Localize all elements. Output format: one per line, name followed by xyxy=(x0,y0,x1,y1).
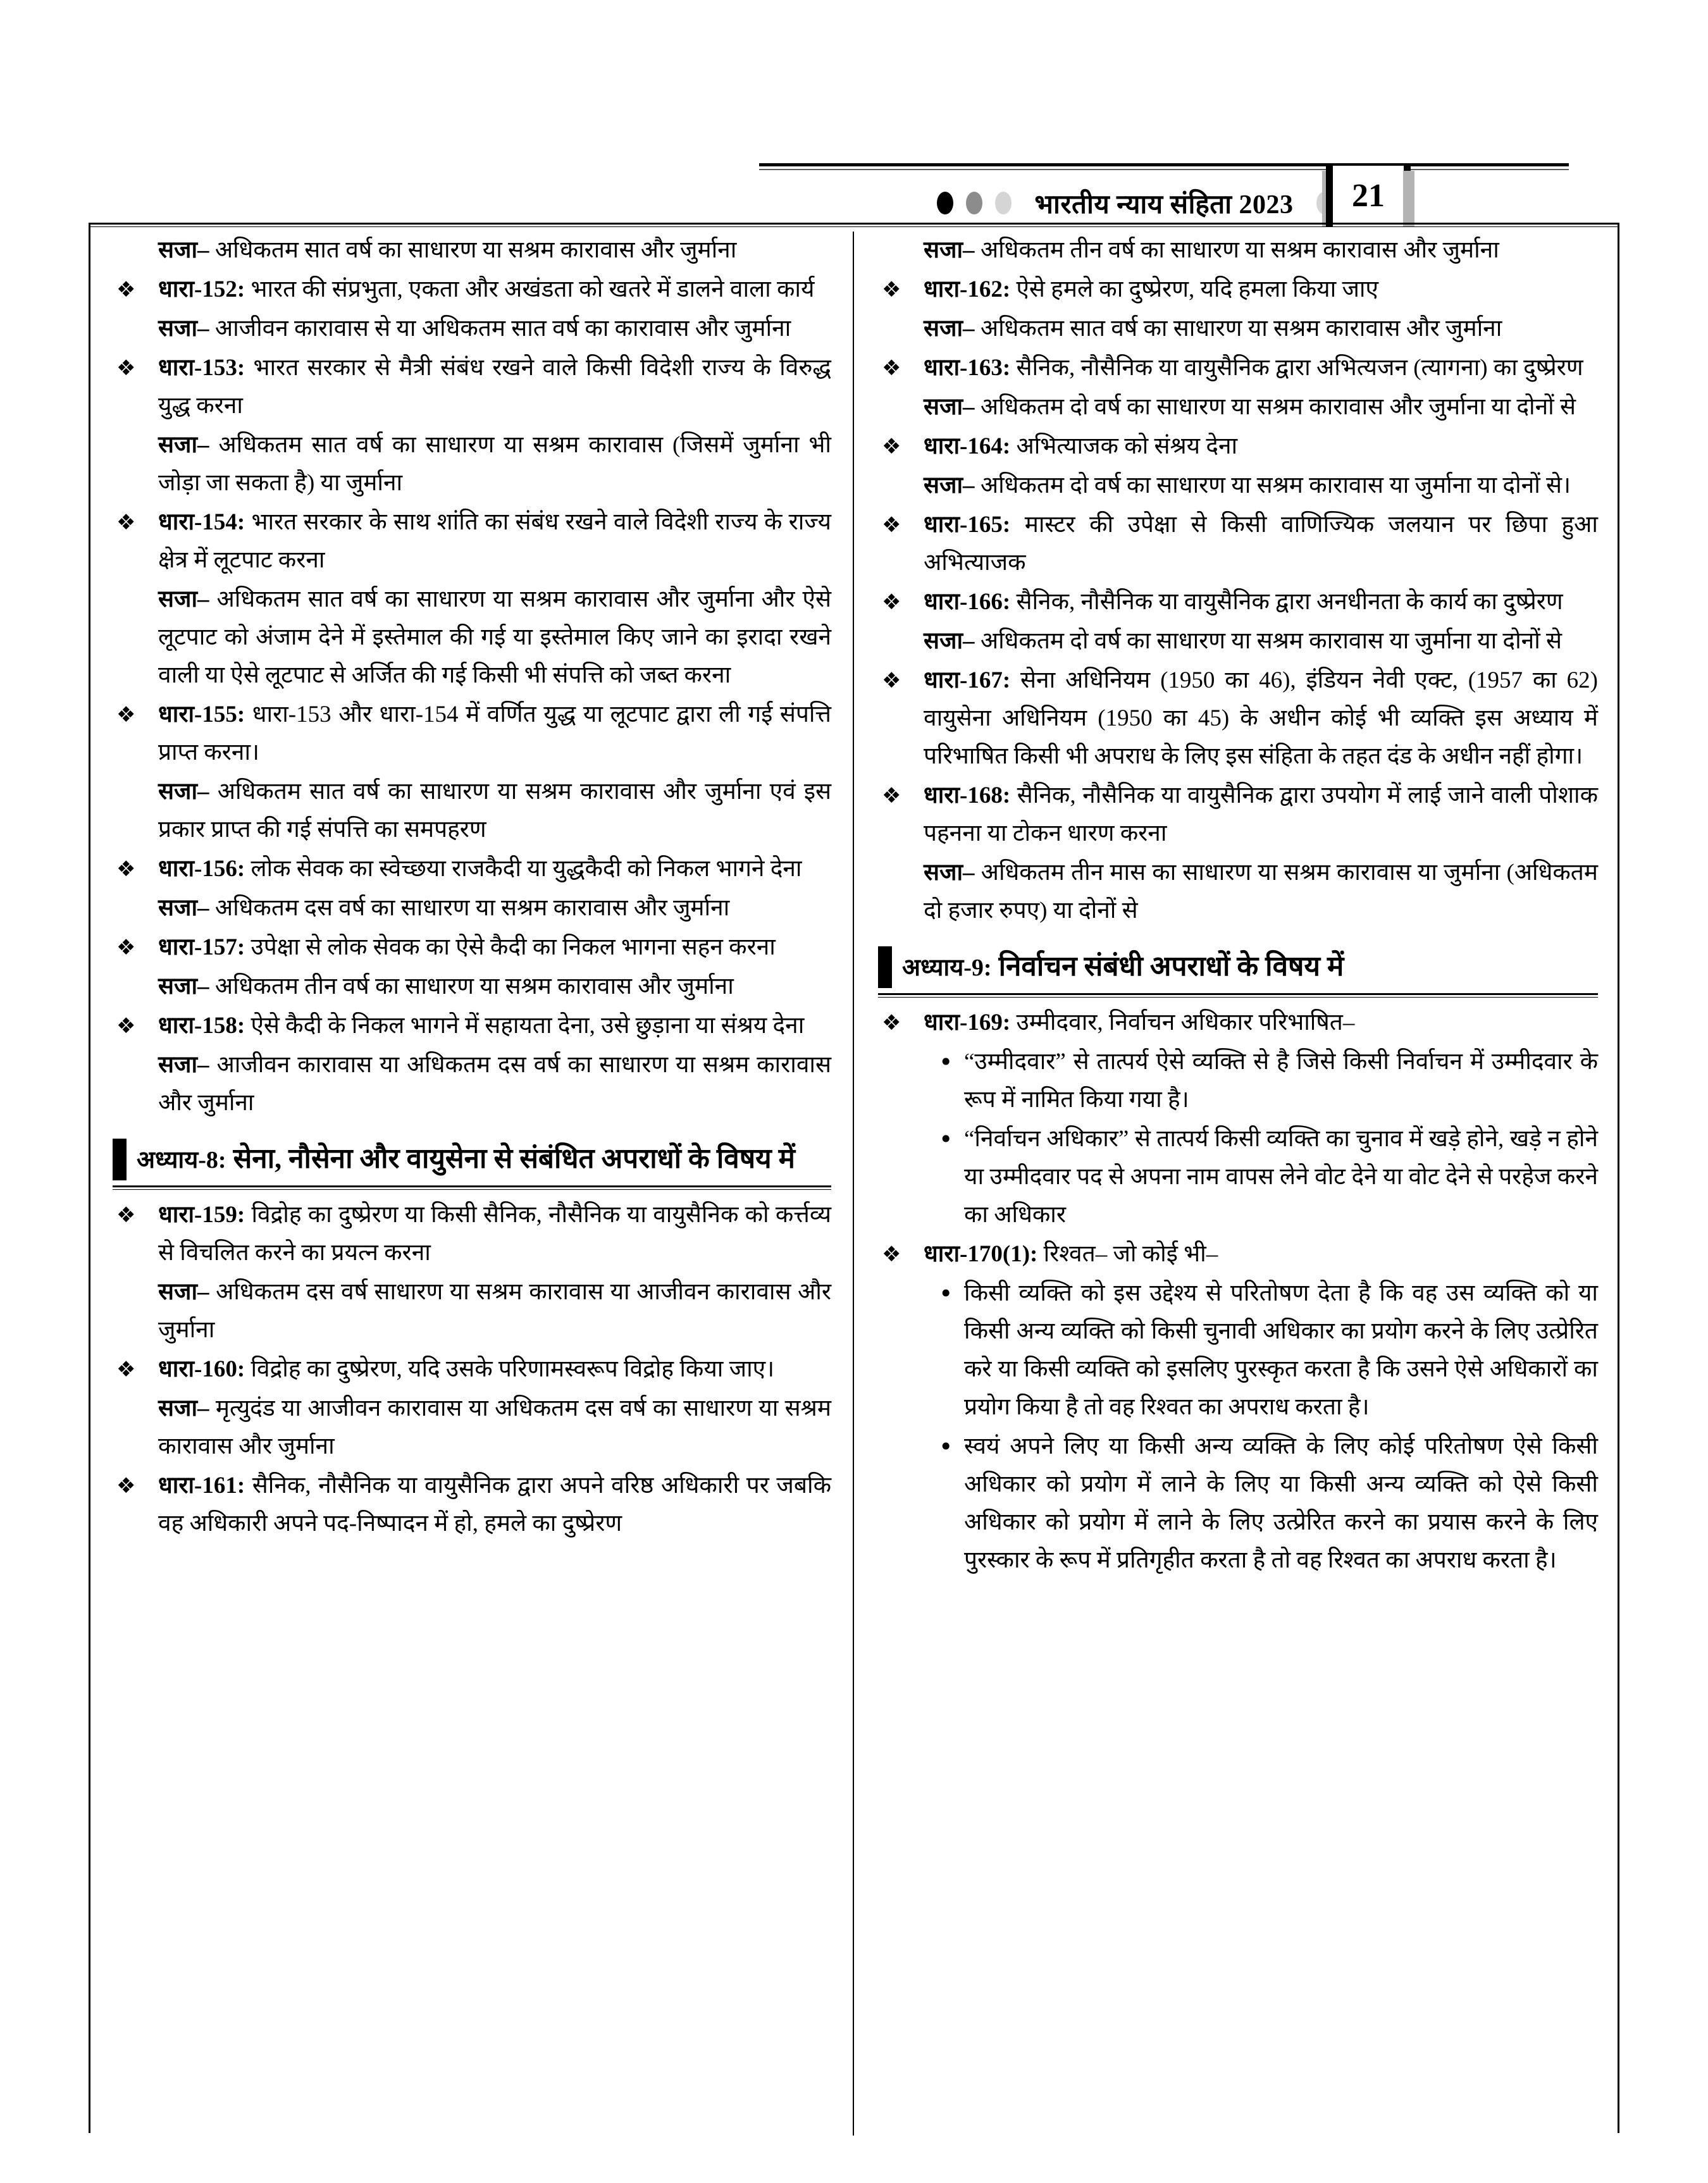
section-item xyxy=(878,1235,1598,1273)
diamond-bullet-icon: ❖ xyxy=(882,512,901,538)
section-heading: धारा-153: xyxy=(158,355,245,381)
punishment-label: सजा– xyxy=(158,586,209,612)
punishment-label: सजा– xyxy=(158,895,209,921)
punishment-paragraph xyxy=(924,854,1598,930)
section-text: मास्टर की उपेक्षा से किसी वाणिज्यिक जलयान पर छिपा हुआ अभित्याजक xyxy=(924,512,1598,576)
punishment-label: सजा– xyxy=(158,316,209,342)
sub-list-item xyxy=(939,1428,1598,1580)
punishment-paragraph xyxy=(924,467,1598,505)
section-text: सैनिक, नौसैनिक या वायुसैनिक द्वारा उपयोग में लाई जाने वाली पोशाक पहनना या टोकन धारण करना xyxy=(924,782,1598,846)
chapter-rule xyxy=(878,993,1598,995)
section-text: अभित्याजक को संश्रय देना xyxy=(1010,433,1238,459)
punishment-text: अधिकतम सात वर्ष का साधारण या सश्रम कारावास और जुर्माना और ऐसे लूटपाट को अंजाम देने में इस्तेमाल की गई या इस्तेमाल किए जाने का इरादा रखने वाली या ऐसे लूटपाट से अर्जित की गई किसी भी संपत्ति को जब्त करना xyxy=(158,586,831,688)
section-item xyxy=(878,583,1598,621)
chapter-accent-bar xyxy=(878,946,892,988)
two-column-body xyxy=(89,232,1619,2136)
section-item xyxy=(113,1196,831,1272)
sub-list-text: “निर्वाचन अधिकार” से तात्पर्य किसी व्यक्ति का चुनाव में खड़े होने, खड़े न होने या उम्मीदवार पद से अपना नाम वापस लेने वोट देने या वोट देने से परहेज करने का अधिकार xyxy=(964,1126,1598,1228)
section-item xyxy=(113,504,831,579)
sub-list-text: किसी व्यक्ति को इस उद्देश्य से परितोषण देता है कि वह उस व्यक्ति को या किसी अन्य व्यक्ति को किसी चुनावी अधिकार का प्रयोग करने के लिए उत्प्रेरित करे या किसी व्यक्ति को इसलिए पुरस्कृत करता है कि उसने ऐसे अधिकारों का प्रयोग किया है तो वह रिश्वत का अपराध करता है। xyxy=(964,1280,1598,1420)
punishment-paragraph xyxy=(158,968,831,1006)
ornament-dot-icon xyxy=(966,192,982,214)
punishment-label: सजा– xyxy=(924,473,975,498)
section-item xyxy=(878,1004,1598,1042)
section-heading: धारा-161: xyxy=(158,1473,245,1499)
diamond-bullet-icon: ❖ xyxy=(882,434,901,459)
section-item xyxy=(878,662,1598,776)
chapter-heading-text xyxy=(902,946,1598,988)
section-heading: धारा-158: xyxy=(158,1013,245,1039)
section-body xyxy=(158,1007,831,1045)
section-heading: धारा-165: xyxy=(924,512,1011,538)
punishment-label: सजा– xyxy=(924,237,975,263)
punishment-text: आजीवन कारावास या अधिकतम दस वर्ष का साधारण या सश्रम कारावास और जुर्माना xyxy=(158,1052,831,1116)
section-item xyxy=(113,696,831,772)
section-text: ऐसे हमले का दुष्प्रेरण, यदि हमला किया जाए xyxy=(1010,276,1378,302)
diamond-bullet-icon: ❖ xyxy=(116,857,136,882)
diamond-bullet-icon: ❖ xyxy=(116,1473,136,1499)
section-text: सेना अधिनियम (1950 का 46), इंडियन नेवी एक्ट, (1957 का 62) वायुसेना अधिनियम (1950 का 45) के अधीन कोई भी व्यक्ति इस अध्याय में परिभाषित किसी भी अपराध के लिए इस संहिता के तहत दंड के अधीन नहीं होगा। xyxy=(924,667,1598,769)
punishment-text: अधिकतम दस वर्ष साधारण या सश्रम कारावास या आजीवन कारावास और जुर्माना xyxy=(158,1279,831,1343)
diamond-bullet-icon: ❖ xyxy=(116,1203,136,1228)
section-body xyxy=(924,349,1598,387)
punishment-paragraph xyxy=(158,310,831,348)
left-column xyxy=(89,232,854,2136)
punishment-text: अधिकतम दस वर्ष का साधारण या सश्रम कारावास और जुर्माना xyxy=(209,895,730,921)
section-heading: धारा-163: xyxy=(924,355,1011,381)
section-body xyxy=(924,428,1598,466)
rule-thick xyxy=(759,163,1569,166)
punishment-label: सजा– xyxy=(158,1395,209,1421)
section-body xyxy=(924,506,1598,582)
diamond-bullet-icon: ❖ xyxy=(116,702,136,727)
section-text: उपेक्षा से लोक सेवक का ऐसे कैदी का निकल भागना सहन करना xyxy=(245,934,776,960)
section-heading: धारा-157: xyxy=(158,934,245,960)
section-item xyxy=(113,1351,831,1388)
section-body xyxy=(158,271,831,309)
punishment-paragraph xyxy=(924,622,1598,660)
header-divider-thin xyxy=(89,226,1619,227)
section-text: धारा-153 और धारा-154 में वर्णित युद्ध या लूटपाट द्वारा ली गई संपत्ति प्राप्त करना। xyxy=(158,702,831,765)
section-heading: धारा-155: xyxy=(158,702,245,727)
section-heading: धारा-159: xyxy=(158,1202,245,1228)
header-divider xyxy=(89,223,1619,225)
section-body xyxy=(924,1235,1598,1273)
punishment-paragraph xyxy=(924,388,1598,426)
diamond-bullet-icon: ❖ xyxy=(882,1242,901,1267)
section-text: भारत की संप्रभुता, एकता और अखंडता को खतरे में डालने वाला कार्य xyxy=(245,276,815,302)
punishment-label: सजा– xyxy=(924,628,975,654)
page-number-badge xyxy=(1322,166,1414,226)
punishment-label: सजा– xyxy=(158,432,209,458)
diamond-bullet-icon: ❖ xyxy=(882,668,901,693)
section-body xyxy=(924,1004,1598,1042)
section-heading: धारा-170(1): xyxy=(924,1241,1038,1267)
section-item xyxy=(878,349,1598,387)
section-body xyxy=(924,271,1598,309)
section-text: रिश्वत– जो कोई भी– xyxy=(1037,1241,1218,1267)
punishment-label: सजा– xyxy=(158,1052,209,1078)
punishment-text: अधिकतम सात वर्ष का साधारण या सश्रम कारावास और जुर्माना xyxy=(209,237,737,263)
sub-list-text: “उम्मीदवार” से तात्पर्य ऐसे व्यक्ति से है जिसे किसी निर्वाचन में उम्मीदवार के रूप में नामित किया गया है। xyxy=(964,1049,1598,1113)
section-heading: धारा-160: xyxy=(158,1356,245,1382)
page-number-box xyxy=(1326,166,1411,226)
diamond-bullet-icon: ❖ xyxy=(116,510,136,535)
punishment-paragraph xyxy=(158,1390,831,1466)
chapter-number: अध्याय-8: xyxy=(137,1147,226,1173)
diamond-bullet-icon: ❖ xyxy=(882,356,901,381)
punishment-paragraph xyxy=(158,426,831,502)
sub-list-item xyxy=(939,1120,1598,1234)
section-body xyxy=(158,1196,831,1272)
section-body xyxy=(158,349,831,425)
chapter-heading xyxy=(113,1139,831,1190)
punishment-text: अधिकतम दो वर्ष का साधारण या सश्रम कारावास या जुर्माना या दोनों से xyxy=(974,628,1563,654)
punishment-text: अधिकतम सात वर्ष का साधारण या सश्रम कारावास (जिसमें जुर्माना भी जोड़ा जा सकता है) या जुर्माना xyxy=(158,432,831,496)
section-item xyxy=(878,271,1598,309)
section-item xyxy=(878,506,1598,582)
section-body xyxy=(924,583,1598,621)
section-text: सैनिक, नौसैनिक या वायुसैनिक द्वारा अभित्यजन (त्यागना) का दुष्प्रेरण xyxy=(1010,355,1583,381)
chapter-heading-text xyxy=(137,1139,831,1180)
section-item xyxy=(878,777,1598,853)
sub-list-item xyxy=(939,1275,1598,1426)
section-heading: धारा-166: xyxy=(924,589,1011,615)
section-item xyxy=(878,428,1598,466)
section-item xyxy=(113,850,831,888)
diamond-bullet-icon: ❖ xyxy=(882,1010,901,1036)
punishment-paragraph xyxy=(924,232,1598,269)
chapter-rule-thin xyxy=(113,1189,831,1190)
punishment-paragraph xyxy=(158,1046,831,1122)
section-body xyxy=(158,850,831,888)
chapter-heading-row xyxy=(113,1139,831,1180)
punishment-label: सजा– xyxy=(924,316,975,342)
punishment-paragraph xyxy=(158,581,831,695)
section-item xyxy=(113,271,831,309)
diamond-bullet-icon: ❖ xyxy=(116,1013,136,1039)
section-heading: धारा-154: xyxy=(158,509,245,535)
section-body xyxy=(924,777,1598,853)
chapter-rule xyxy=(113,1185,831,1187)
punishment-text: अधिकतम तीन मास का साधारण या सश्रम कारावास या जुर्माना (अधिकतम दो हजार रुपए) या दोनों से xyxy=(924,860,1598,924)
section-heading: धारा-164: xyxy=(924,433,1011,459)
punishment-label: सजा– xyxy=(158,1279,209,1305)
section-body xyxy=(158,1351,831,1388)
punishment-paragraph xyxy=(924,310,1598,348)
punishment-text: अधिकतम तीन वर्ष का साधारण या सश्रम कारावास और जुर्माना xyxy=(209,974,734,999)
section-heading: धारा-162: xyxy=(924,276,1011,302)
chapter-heading-row xyxy=(878,946,1598,988)
section-body xyxy=(924,662,1598,776)
section-heading: धारा-168: xyxy=(924,782,1011,808)
book-title: भारतीय न्याय संहिता 2023 xyxy=(1034,190,1294,220)
section-body xyxy=(158,1467,831,1543)
section-text: लोक सेवक का स्वेच्छया राजकैदी या युद्धकैदी को निकल भागने देना xyxy=(245,856,802,882)
chapter-rule-thin xyxy=(878,997,1598,998)
punishment-paragraph xyxy=(158,232,831,269)
punishment-paragraph xyxy=(158,773,831,849)
dot-bullet-icon: • xyxy=(939,1280,953,1308)
chapter-accent-bar xyxy=(113,1139,127,1180)
sub-list-item xyxy=(939,1043,1598,1119)
section-item xyxy=(113,1467,831,1543)
section-item xyxy=(113,929,831,967)
section-text: सैनिक, नौसैनिक या वायुसैनिक द्वारा अनधीनता के कार्य का दुष्प्रेरण xyxy=(1010,589,1563,615)
diamond-bullet-icon: ❖ xyxy=(116,935,136,960)
punishment-text: अधिकतम तीन वर्ष का साधारण या सश्रम कारावास और जुर्माना xyxy=(974,237,1499,263)
ornament-dot-icon xyxy=(995,192,1012,214)
diamond-bullet-icon: ❖ xyxy=(116,1357,136,1382)
section-text: उम्मीदवार, निर्वाचन अधिकार परिभाषित– xyxy=(1010,1010,1355,1036)
running-head-content xyxy=(759,180,1569,226)
diamond-bullet-icon: ❖ xyxy=(116,277,136,302)
dot-bullet-icon: • xyxy=(939,1433,953,1461)
punishment-paragraph xyxy=(158,1273,831,1349)
section-text: विद्रोह का दुष्प्रेरण, यदि उसके परिणामस्वरूप विद्रोह किया जाए। xyxy=(245,1356,775,1382)
diamond-bullet-icon: ❖ xyxy=(116,356,136,381)
section-item xyxy=(113,349,831,425)
section-text: भारत सरकार के साथ शांति का संबंध रखने वाले विदेशी राज्य के राज्य क्षेत्र में लूटपाट करना xyxy=(158,509,831,573)
ornament-dot-icon xyxy=(937,192,953,214)
section-text: सैनिक, नौसैनिक या वायुसैनिक द्वारा अपने वरिष्ठ अधिकारी पर जबकि वह अधिकारी अपने पद-निष्पादन में हो, हमले का दुष्प्रेरण xyxy=(158,1473,831,1537)
section-text: भारत सरकार से मैत्री संबंध रखने वाले किसी विदेशी राज्य के विरुद्ध युद्ध करना xyxy=(158,355,831,419)
sub-list-text: स्वयं अपने लिए या किसी अन्य व्यक्ति के लिए कोई परितोषण ऐसे किसी अधिकार को प्रयोग में लाने के लिए या किसी अन्य व्यक्ति को ऐसे किसी अधिकार को प्रयोग में लाने के लिए उत्प्रेरित करने का प्रयास करने के लिए पुरस्कार के रूप में प्रतिगृहीत करता है तो वह रिश्वत का अपराध करता है। xyxy=(964,1433,1598,1573)
dot-bullet-icon: • xyxy=(939,1125,953,1153)
punishment-label: सजा– xyxy=(924,860,975,886)
section-heading: धारा-167: xyxy=(924,667,1011,693)
diamond-bullet-icon: ❖ xyxy=(882,783,901,808)
diamond-bullet-icon: ❖ xyxy=(882,277,901,302)
punishment-text: अधिकतम सात वर्ष का साधारण या सश्रम कारावास और जुर्माना xyxy=(974,316,1502,342)
section-body xyxy=(158,929,831,967)
section-body xyxy=(158,504,831,579)
punishment-text: अधिकतम दो वर्ष का साधारण या सश्रम कारावास या जुर्माना या दोनों से। xyxy=(974,473,1571,498)
chapter-heading xyxy=(878,946,1598,998)
section-text: विद्रोह का दुष्प्रेरण या किसी सैनिक, नौसैनिक या वायुसैनिक को कर्त्तव्य से विचलित करने का प्रयत्न करना xyxy=(158,1202,831,1266)
section-heading: धारा-169: xyxy=(924,1010,1011,1036)
section-item xyxy=(113,1007,831,1045)
punishment-text: अधिकतम दो वर्ष का साधारण या सश्रम कारावास और जुर्माना या दोनों से xyxy=(974,394,1576,420)
page-number: 21 xyxy=(1352,178,1385,214)
punishment-paragraph xyxy=(158,889,831,927)
section-body xyxy=(158,696,831,772)
right-column xyxy=(854,232,1619,2136)
running-head-rules xyxy=(759,163,1569,171)
section-heading: धारा-152: xyxy=(158,276,245,302)
chapter-title: सेना, नौसेना और वायुसेना से संबंधित अपराधों के विषय में xyxy=(226,1143,795,1174)
dot-bullet-icon: • xyxy=(939,1048,953,1076)
page-number-shadow-right xyxy=(1403,171,1414,226)
punishment-label: सजा– xyxy=(158,237,209,263)
section-heading: धारा-156: xyxy=(158,856,245,882)
punishment-label: सजा– xyxy=(924,394,975,420)
punishment-text: मृत्युदंड या आजीवन कारावास या अधिकतम दस वर्ष का साधारण या सश्रम कारावास और जुर्माना xyxy=(158,1395,831,1459)
section-text: ऐसे कैदी के निकल भागने में सहायता देना, उसे छुड़ाना या संश्रय देना xyxy=(245,1013,805,1039)
rule-thin xyxy=(759,169,1569,170)
diamond-bullet-icon: ❖ xyxy=(882,590,901,615)
chapter-number: अध्याय-9: xyxy=(902,955,992,981)
punishment-label: सजा– xyxy=(158,974,209,999)
punishment-text: अधिकतम सात वर्ष का साधारण या सश्रम कारावास और जुर्माना एवं इस प्रकार प्राप्त की गई संपत्ति का समपहरण xyxy=(158,779,831,843)
chapter-title: निर्वाचन संबंधी अपराधों के विषय में xyxy=(991,951,1344,982)
punishment-label: सजा– xyxy=(158,779,209,805)
punishment-text: आजीवन कारावास से या अधिकतम सात वर्ष का कारावास और जुर्माना xyxy=(209,316,791,342)
